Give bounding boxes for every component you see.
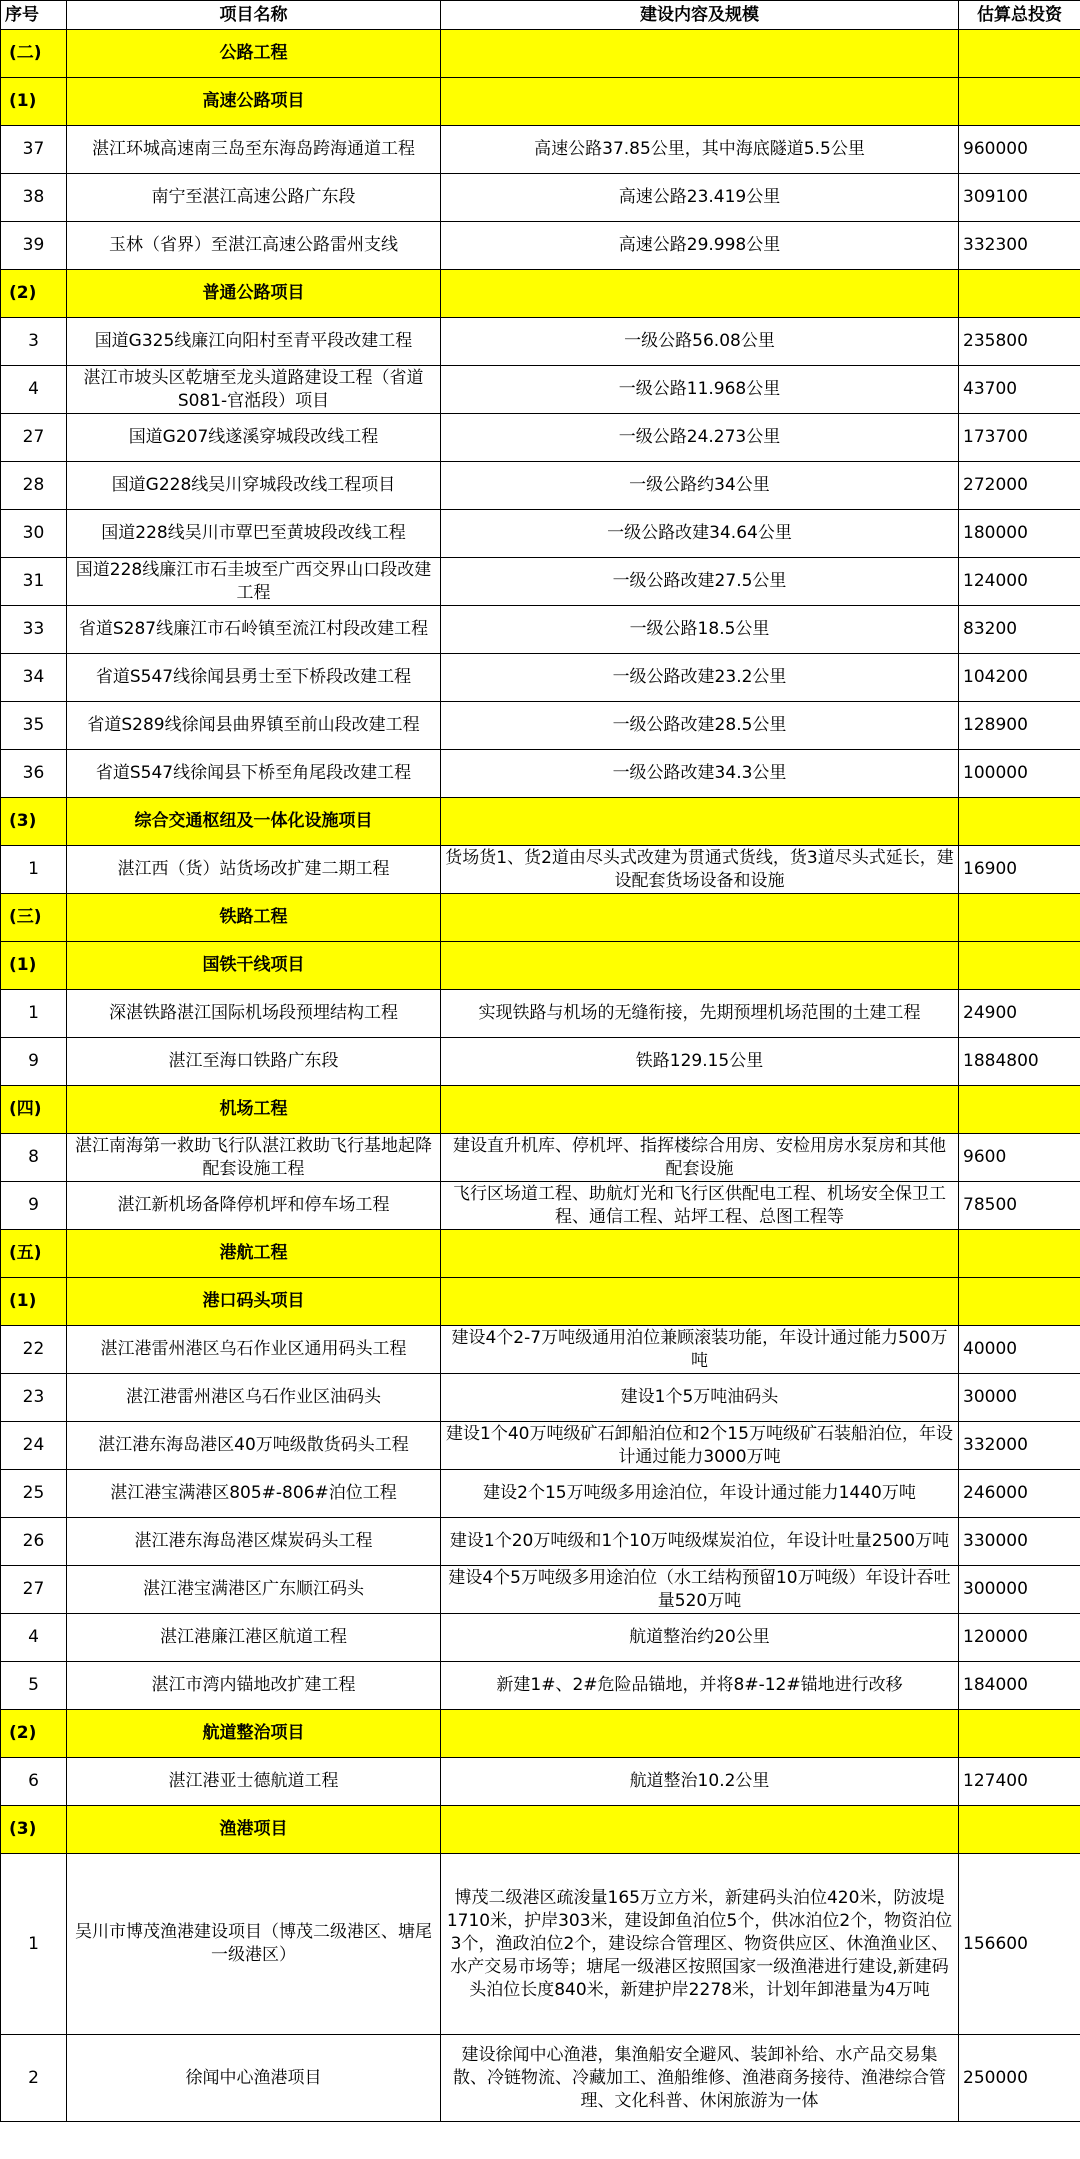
header-name: 项目名称 (67, 1, 441, 30)
section-row (1, 270, 1080, 318)
section-row (1, 78, 1080, 126)
cell-investment: 156600 (959, 1854, 1080, 2035)
header-content: 建设内容及规模 (441, 1, 959, 30)
cell-no: (1) (1, 1278, 67, 1326)
cell-no: 25 (1, 1470, 67, 1518)
cell-investment: 100000 (959, 750, 1080, 798)
cell-name: 铁路工程 (67, 894, 441, 942)
cell-content: 一级公路24.273公里 (441, 414, 959, 462)
cell-content: 高速公路23.419公里 (441, 174, 959, 222)
cell-investment: 120000 (959, 1614, 1080, 1662)
cell-investment (959, 1230, 1080, 1278)
cell-no: 30 (1, 510, 67, 558)
cell-content: 博茂二级港区疏浚量165万立方米，新建码头泊位420米，防波堤1710米，护岸303米，建设卸鱼泊位5个，供冰泊位2个，物资泊位3个，渔政泊位2个，建设综合管理区、物资供应区、休渔渔业区、水产交易市场等；塘尾一级港区按照国家一级渔港进行建设,新建码头泊位长度840米，新建护岸2278米，计划年卸港量为4万吨 (441, 1854, 959, 2035)
cell-no: 4 (1, 366, 67, 414)
table-row (1, 654, 1080, 702)
cell-investment (959, 1086, 1080, 1134)
cell-no: 1 (1, 846, 67, 894)
cell-name: 港航工程 (67, 1230, 441, 1278)
section-row (1, 1806, 1080, 1854)
cell-investment: 332300 (959, 222, 1080, 270)
table-row (1, 1662, 1080, 1710)
cell-content (441, 1230, 959, 1278)
cell-name: 湛江环城高速南三岛至东海岛跨海通道工程 (67, 126, 441, 174)
cell-name: 省道S547线徐闻县下桥至角尾段改建工程 (67, 750, 441, 798)
cell-no: 1 (1, 1854, 67, 2035)
cell-content: 航道整治10.2公里 (441, 1758, 959, 1806)
cell-no: 27 (1, 1566, 67, 1614)
cell-investment: 40000 (959, 1326, 1080, 1374)
cell-investment: 960000 (959, 126, 1080, 174)
cell-content: 货场货1、货2道由尽头式改建为贯通式货线，货3道尽头式延长，建设配套货场设备和设施 (441, 846, 959, 894)
cell-investment: 78500 (959, 1182, 1080, 1230)
cell-name: 国道G207线遂溪穿城段改线工程 (67, 414, 441, 462)
table-row (1, 1374, 1080, 1422)
cell-content: 实现铁路与机场的无缝衔接，先期预埋机场范围的土建工程 (441, 990, 959, 1038)
section-row (1, 1710, 1080, 1758)
table-row (1, 846, 1080, 894)
table-row (1, 702, 1080, 750)
cell-investment: 124000 (959, 558, 1080, 606)
cell-no: (3) (1, 1806, 67, 1854)
table-row (1, 222, 1080, 270)
cell-name: 高速公路项目 (67, 78, 441, 126)
cell-content: 一级公路56.08公里 (441, 318, 959, 366)
cell-investment (959, 798, 1080, 846)
cell-content: 建设1个5万吨油码头 (441, 1374, 959, 1422)
table-row (1, 1134, 1080, 1182)
cell-investment (959, 270, 1080, 318)
cell-name: 徐闻中心渔港项目 (67, 2035, 441, 2122)
cell-no: (四) (1, 1086, 67, 1134)
cell-investment: 180000 (959, 510, 1080, 558)
table-row (1, 1758, 1080, 1806)
cell-content: 新建1#、2#危险品锚地，并将8#-12#锚地进行改移 (441, 1662, 959, 1710)
cell-investment (959, 894, 1080, 942)
cell-content: 一级公路改建28.5公里 (441, 702, 959, 750)
cell-no: (五) (1, 1230, 67, 1278)
table-row (1, 510, 1080, 558)
table-row (1, 462, 1080, 510)
cell-content (441, 798, 959, 846)
cell-name: 公路工程 (67, 30, 441, 78)
cell-content: 建设4个2-7万吨级通用泊位兼顾滚装功能，年设计通过能力500万吨 (441, 1326, 959, 1374)
cell-no: 24 (1, 1422, 67, 1470)
cell-investment: 83200 (959, 606, 1080, 654)
cell-investment: 16900 (959, 846, 1080, 894)
cell-name: 吴川市博茂渔港建设项目（博茂二级港区、塘尾一级港区） (67, 1854, 441, 2035)
table-row (1, 318, 1080, 366)
section-row (1, 1230, 1080, 1278)
cell-investment: 250000 (959, 2035, 1080, 2122)
table-row (1, 1326, 1080, 1374)
cell-investment (959, 1806, 1080, 1854)
section-row (1, 942, 1080, 990)
table-row (1, 750, 1080, 798)
cell-content: 建设徐闻中心渔港，集渔船安全避风、装卸补给、水产品交易集散、冷链物流、冷藏加工、渔船维修、渔港商务接待、渔港综合管理、文化科普、休闲旅游为一体 (441, 2035, 959, 2122)
cell-investment: 24900 (959, 990, 1080, 1038)
cell-no: 4 (1, 1614, 67, 1662)
cell-investment: 246000 (959, 1470, 1080, 1518)
cell-no: 8 (1, 1134, 67, 1182)
cell-content (441, 1710, 959, 1758)
cell-content (441, 78, 959, 126)
table-row (1, 1854, 1080, 2035)
cell-investment: 300000 (959, 1566, 1080, 1614)
table-row (1, 990, 1080, 1038)
table-row (1, 1422, 1080, 1470)
header-investment: 估算总投资 (959, 1, 1080, 30)
cell-content: 一级公路18.5公里 (441, 606, 959, 654)
cell-content (441, 270, 959, 318)
cell-investment: 332000 (959, 1422, 1080, 1470)
table-row (1, 414, 1080, 462)
cell-no: (2) (1, 270, 67, 318)
cell-no: 9 (1, 1182, 67, 1230)
cell-name: 湛江南海第一救助飞行队湛江救助飞行基地起降配套设施工程 (67, 1134, 441, 1182)
cell-content: 铁路129.15公里 (441, 1038, 959, 1086)
cell-no: (1) (1, 78, 67, 126)
table-header-row (1, 1, 1080, 30)
cell-no: 28 (1, 462, 67, 510)
cell-name: 湛江港廉江港区航道工程 (67, 1614, 441, 1662)
cell-no: 31 (1, 558, 67, 606)
cell-content: 航道整治约20公里 (441, 1614, 959, 1662)
cell-name: 湛江市坡头区乾塘至龙头道路建设工程（省道S081-官湉段）项目 (67, 366, 441, 414)
cell-name: 国铁干线项目 (67, 942, 441, 990)
cell-investment: 330000 (959, 1518, 1080, 1566)
cell-content (441, 1806, 959, 1854)
cell-no: 1 (1, 990, 67, 1038)
cell-name: 省道S547线徐闻县勇士至下桥段改建工程 (67, 654, 441, 702)
table-row (1, 126, 1080, 174)
cell-name: 湛江市湾内锚地改扩建工程 (67, 1662, 441, 1710)
cell-name: 国道228线廉江市石圭坡至广西交界山口段改建工程 (67, 558, 441, 606)
cell-name: 湛江至海口铁路广东段 (67, 1038, 441, 1086)
cell-name: 综合交通枢纽及一体化设施项目 (67, 798, 441, 846)
section-row (1, 1278, 1080, 1326)
cell-investment: 127400 (959, 1758, 1080, 1806)
cell-name: 湛江港雷州港区乌石作业区油码头 (67, 1374, 441, 1422)
cell-name: 深湛铁路湛江国际机场段预埋结构工程 (67, 990, 441, 1038)
cell-no: 39 (1, 222, 67, 270)
cell-no: 3 (1, 318, 67, 366)
table-row (1, 2035, 1080, 2122)
cell-name: 湛江港宝满港区广东顺江码头 (67, 1566, 441, 1614)
cell-investment: 128900 (959, 702, 1080, 750)
cell-name: 湛江港宝满港区805#-806#泊位工程 (67, 1470, 441, 1518)
cell-name: 国道G325线廉江向阳村至青平段改建工程 (67, 318, 441, 366)
cell-investment: 272000 (959, 462, 1080, 510)
cell-content (441, 894, 959, 942)
cell-investment: 184000 (959, 1662, 1080, 1710)
table-row (1, 366, 1080, 414)
cell-no: (二) (1, 30, 67, 78)
cell-name: 渔港项目 (67, 1806, 441, 1854)
cell-no: 2 (1, 2035, 67, 2122)
cell-name: 湛江港东海岛港区煤炭码头工程 (67, 1518, 441, 1566)
cell-investment: 9600 (959, 1134, 1080, 1182)
section-row (1, 1086, 1080, 1134)
table-row (1, 1038, 1080, 1086)
cell-investment: 309100 (959, 174, 1080, 222)
section-row (1, 30, 1080, 78)
table-row (1, 1614, 1080, 1662)
cell-name: 港口码头项目 (67, 1278, 441, 1326)
cell-content: 建设4个5万吨级多用途泊位（水工结构预留10万吨级）年设计吞吐量520万吨 (441, 1566, 959, 1614)
cell-name: 省道S289线徐闻县曲界镇至前山段改建工程 (67, 702, 441, 750)
cell-name: 玉林（省界）至湛江高速公路雷州支线 (67, 222, 441, 270)
cell-name: 普通公路项目 (67, 270, 441, 318)
cell-investment: 173700 (959, 414, 1080, 462)
cell-no: 35 (1, 702, 67, 750)
table-row (1, 1566, 1080, 1614)
cell-name: 国道228线吴川市覃巴至黄坡段改线工程 (67, 510, 441, 558)
cell-name: 航道整治项目 (67, 1710, 441, 1758)
cell-content: 一级公路改建23.2公里 (441, 654, 959, 702)
cell-investment (959, 30, 1080, 78)
cell-name: 湛江港东海岛港区40万吨级散货码头工程 (67, 1422, 441, 1470)
table-row (1, 558, 1080, 606)
cell-name: 南宁至湛江高速公路广东段 (67, 174, 441, 222)
cell-no: 6 (1, 1758, 67, 1806)
cell-no: 23 (1, 1374, 67, 1422)
cell-name: 机场工程 (67, 1086, 441, 1134)
table-row (1, 1518, 1080, 1566)
table-row (1, 1182, 1080, 1230)
cell-investment: 43700 (959, 366, 1080, 414)
cell-investment: 1884800 (959, 1038, 1080, 1086)
cell-investment (959, 1710, 1080, 1758)
cell-no: 9 (1, 1038, 67, 1086)
cell-content: 建设1个40万吨级矿石卸船泊位和2个15万吨级矿石装船泊位，年设计通过能力3000万吨 (441, 1422, 959, 1470)
cell-investment (959, 1278, 1080, 1326)
header-no: 序号 (1, 1, 67, 30)
cell-content: 飞行区场道工程、助航灯光和飞行区供配电工程、机场安全保卫工程、通信工程、站坪工程、总图工程等 (441, 1182, 959, 1230)
cell-content (441, 1086, 959, 1134)
table-row (1, 174, 1080, 222)
cell-no: 33 (1, 606, 67, 654)
section-row (1, 894, 1080, 942)
cell-investment: 30000 (959, 1374, 1080, 1422)
cell-no: 27 (1, 414, 67, 462)
cell-no: 26 (1, 1518, 67, 1566)
cell-no: 36 (1, 750, 67, 798)
cell-name: 湛江港亚士德航道工程 (67, 1758, 441, 1806)
cell-no: 22 (1, 1326, 67, 1374)
cell-no: (3) (1, 798, 67, 846)
cell-no: (三) (1, 894, 67, 942)
cell-name: 湛江西（货）站货场改扩建二期工程 (67, 846, 441, 894)
cell-name: 湛江新机场备降停机坪和停车场工程 (67, 1182, 441, 1230)
cell-investment (959, 942, 1080, 990)
cell-content (441, 30, 959, 78)
cell-name: 国道G228线吴川穿城段改线工程项目 (67, 462, 441, 510)
cell-no: (2) (1, 1710, 67, 1758)
cell-content: 高速公路29.998公里 (441, 222, 959, 270)
cell-no: 34 (1, 654, 67, 702)
cell-content (441, 1278, 959, 1326)
cell-content: 一级公路改建34.64公里 (441, 510, 959, 558)
cell-investment: 104200 (959, 654, 1080, 702)
cell-content: 高速公路37.85公里，其中海底隧道5.5公里 (441, 126, 959, 174)
cell-name: 省道S287线廉江市石岭镇至流江村段改建工程 (67, 606, 441, 654)
cell-content: 建设直升机库、停机坪、指挥楼综合用房、安检用房水泵房和其他配套设施 (441, 1134, 959, 1182)
cell-no: 37 (1, 126, 67, 174)
cell-no: 38 (1, 174, 67, 222)
cell-content: 建设1个20万吨级和1个10万吨级煤炭泊位，年设计吐量2500万吨 (441, 1518, 959, 1566)
cell-investment: 235800 (959, 318, 1080, 366)
table-row (1, 1470, 1080, 1518)
cell-no: 5 (1, 1662, 67, 1710)
cell-content: 一级公路改建34.3公里 (441, 750, 959, 798)
cell-content: 一级公路11.968公里 (441, 366, 959, 414)
cell-name: 湛江港雷州港区乌石作业区通用码头工程 (67, 1326, 441, 1374)
cell-content (441, 942, 959, 990)
table-row (1, 606, 1080, 654)
cell-content: 建设2个15万吨级多用途泊位，年设计通过能力1440万吨 (441, 1470, 959, 1518)
cell-content: 一级公路改建27.5公里 (441, 558, 959, 606)
cell-no: (1) (1, 942, 67, 990)
cell-content: 一级公路约34公里 (441, 462, 959, 510)
cell-investment (959, 78, 1080, 126)
section-row (1, 798, 1080, 846)
